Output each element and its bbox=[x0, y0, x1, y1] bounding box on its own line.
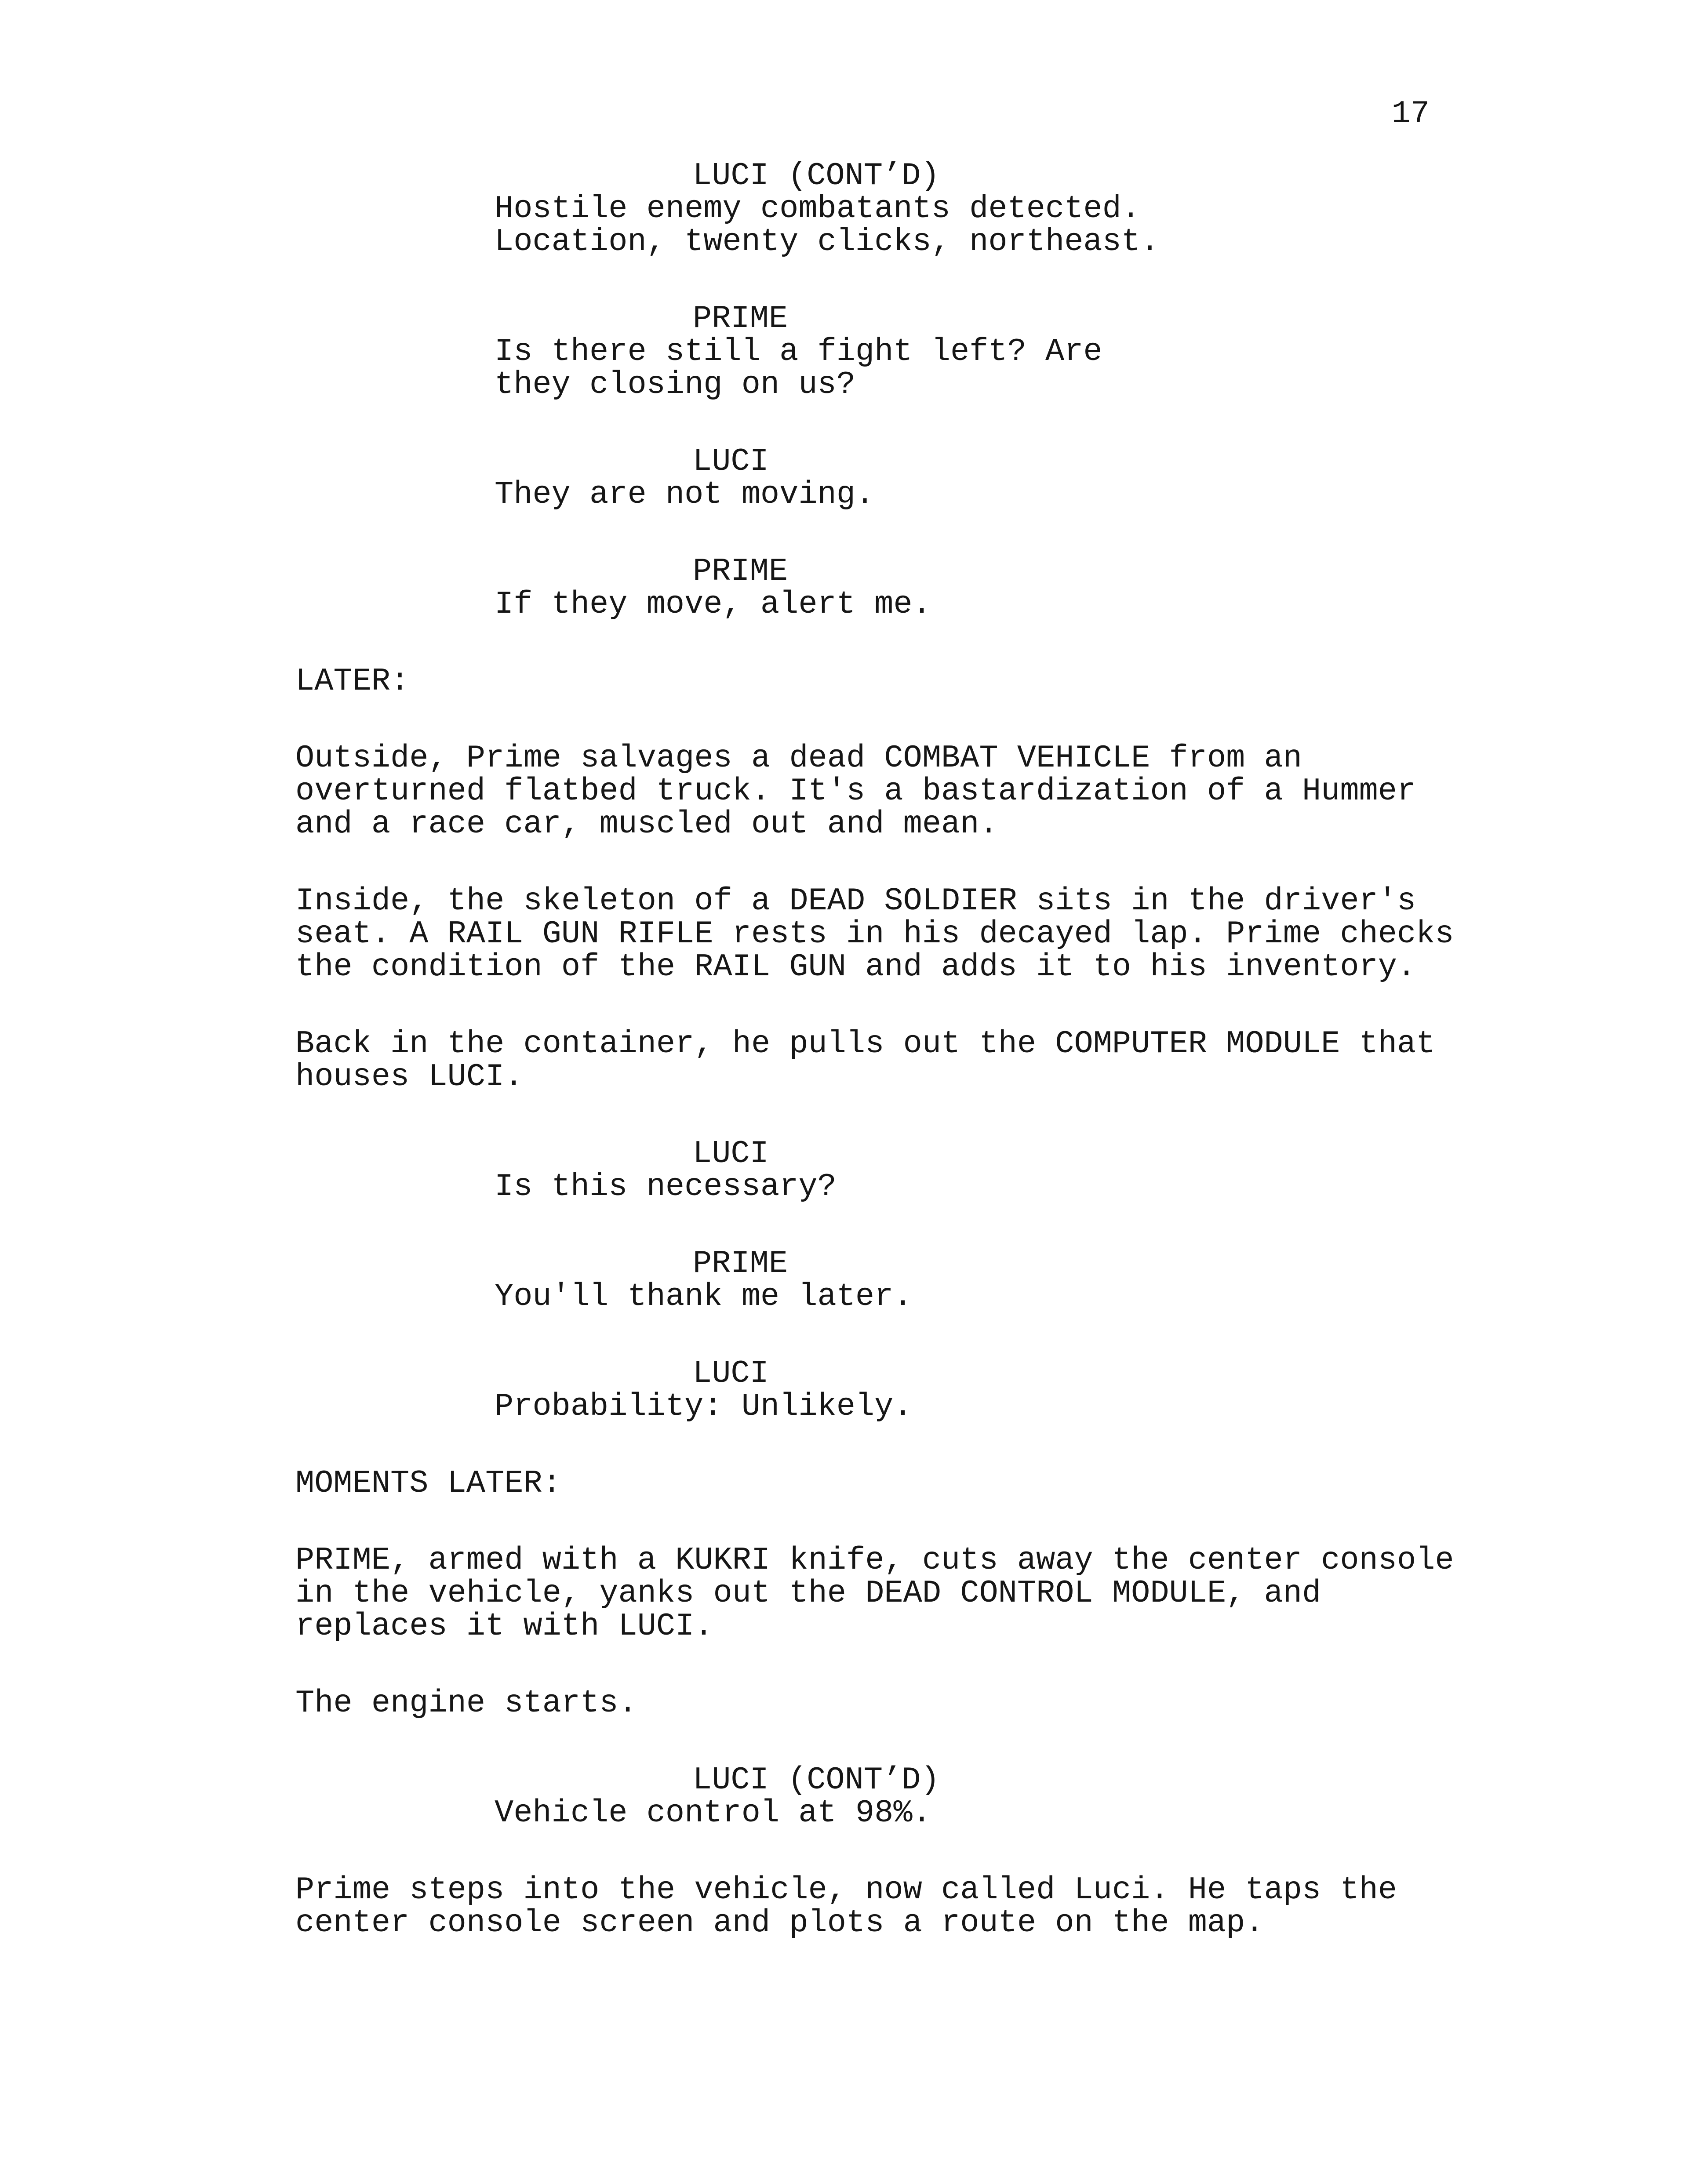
action-line: Prime steps into the vehicle, now called Luci. He taps the bbox=[295, 1872, 1397, 1908]
character-name: LUCI bbox=[693, 1355, 769, 1392]
dialogue-line: Is there still a fight left? Are bbox=[495, 334, 1102, 370]
character-name: PRIME bbox=[693, 301, 788, 337]
action-line: Back in the container, he pulls out the COMPUTER MODULE that bbox=[295, 1026, 1435, 1062]
action-line: MOMENTS LATER: bbox=[295, 1465, 561, 1501]
action-line: The engine starts. bbox=[295, 1685, 637, 1721]
action-line: overturned flatbed truck. It's a bastardization of a Hummer bbox=[295, 773, 1416, 809]
dialogue-line: If they move, alert me. bbox=[495, 586, 931, 622]
action-line: PRIME, armed with a KUKRI knife, cuts away the center console bbox=[295, 1542, 1454, 1578]
dialogue-line: They are not moving. bbox=[495, 476, 875, 512]
dialogue-line: Probability: Unlikely. bbox=[495, 1388, 913, 1425]
character-name: LUCI (CONT’D) bbox=[693, 1762, 940, 1798]
dialogue-line: You'll thank me later. bbox=[495, 1279, 913, 1315]
action-line: Inside, the skeleton of a DEAD SOLDIER sits in the driver's bbox=[295, 883, 1416, 919]
dialogue-line: they closing on us? bbox=[495, 367, 855, 403]
character-name: LUCI bbox=[693, 443, 769, 480]
action-line: and a race car, muscled out and mean. bbox=[295, 806, 998, 842]
dialogue-line: Hostile enemy combatants detected. bbox=[495, 191, 1141, 227]
action-line: in the vehicle, yanks out the DEAD CONTROL MODULE, and bbox=[295, 1575, 1321, 1611]
page-number: 17 bbox=[1391, 96, 1430, 132]
character-name: PRIME bbox=[693, 553, 788, 589]
action-line: replaces it with LUCI. bbox=[295, 1608, 713, 1644]
dialogue-line: Vehicle control at 98%. bbox=[495, 1795, 931, 1831]
action-line: houses LUCI. bbox=[295, 1059, 524, 1095]
character-name: LUCI (CONT’D) bbox=[693, 158, 940, 194]
action-line: center console screen and plots a route on the map. bbox=[295, 1905, 1264, 1941]
action-line: the condition of the RAIL GUN and adds it to his inventory. bbox=[295, 949, 1416, 985]
action-line: Outside, Prime salvages a dead COMBAT VEHICLE from an bbox=[295, 740, 1302, 776]
character-name: LUCI bbox=[693, 1136, 769, 1172]
action-line: seat. A RAIL GUN RIFLE rests in his decayed lap. Prime checks bbox=[295, 916, 1454, 952]
dialogue-line: Is this necessary? bbox=[495, 1169, 837, 1205]
character-name: PRIME bbox=[693, 1246, 788, 1282]
dialogue-line: Location, twenty clicks, northeast. bbox=[495, 224, 1160, 260]
action-line: LATER: bbox=[295, 663, 410, 699]
